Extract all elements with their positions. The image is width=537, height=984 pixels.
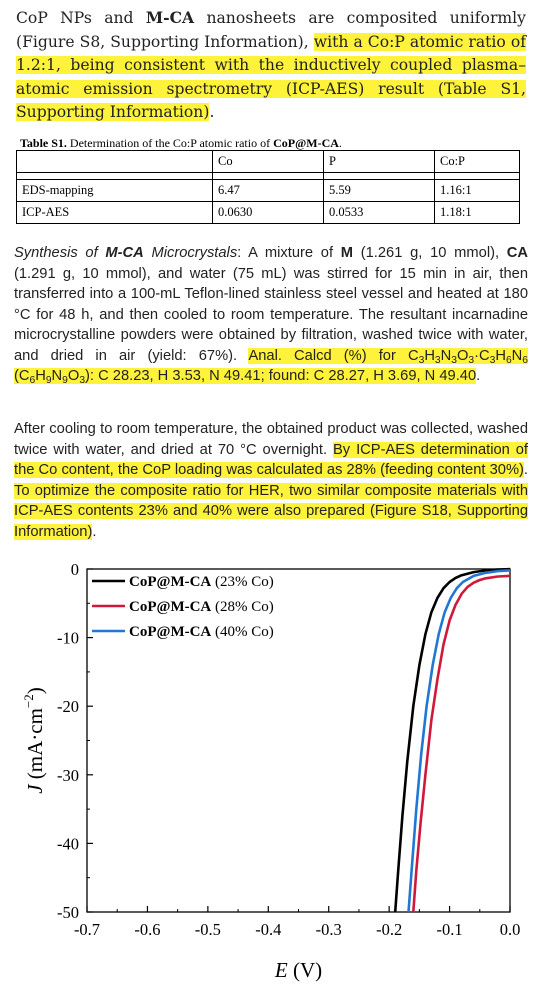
highlighted-text: By ICP-AES determination of the Co content, the CoP loading was calculated as 28% (feeding content 30%) xyxy=(14,441,528,478)
table-cell: ICP-AES xyxy=(17,202,213,224)
x-tick-label: -0.7 xyxy=(73,920,101,939)
table-row xyxy=(17,180,520,202)
section-heading-italic xyxy=(14,245,237,261)
table-cell: EDS-mapping xyxy=(17,180,213,202)
compound-label: M xyxy=(340,245,354,261)
table-cell: 0.0533 xyxy=(324,202,435,224)
y-tick-label: -50 xyxy=(57,903,79,922)
paragraph-synthesis xyxy=(14,243,528,387)
chart-legend xyxy=(92,574,274,640)
table-cell: 1.18:1 xyxy=(435,202,520,224)
highlighted-text: with a Co:P atomic ratio of 1.2:1, being consistent with the inductively coupled plasma–atomic emission spectrometry (ICP-AES) result (Table S1, Supporting Information) xyxy=(16,32,526,121)
table-cell: 0.0630 xyxy=(213,202,324,224)
x-tick-label: -0.1 xyxy=(436,920,463,939)
table-caption-end: . xyxy=(338,136,342,150)
text-span: (1.291 g, 10 mmol), and water (75 mL) was stirred for 15 min in air, then transferred into a 100-mL Teflon-lined stainless steel vessel and heated at 180 °C for 48 h, and then cooled to room temperature. The resultant incarnadine microcrystalline powders were obtained by filtration, washed twice with water, and dried in air (yield: 67%). xyxy=(14,265,528,364)
chart-series xyxy=(395,569,510,912)
compound-label: CA xyxy=(506,245,529,261)
table-cell: 6.47 xyxy=(213,180,324,202)
y-tick-label: -20 xyxy=(57,697,79,717)
polarization-chart xyxy=(0,555,537,984)
table-header-row xyxy=(17,151,520,173)
legend-label-3: CoP@M-CA (40% Co) xyxy=(129,624,274,640)
x-tick-label: -0.4 xyxy=(255,920,282,939)
paragraph-intro xyxy=(16,6,526,125)
x-tick-label: 0.0 xyxy=(499,920,521,939)
x-axis-label: E (V) xyxy=(274,958,323,982)
plot-frame xyxy=(87,569,510,912)
text-span: (1.261 g, 10 mmol), xyxy=(353,245,507,261)
paragraph-loading xyxy=(14,419,528,542)
y-tick-label: 0 xyxy=(70,560,79,579)
table-header-cell xyxy=(17,151,213,173)
legend-label-2: CoP@M-CA (28% Co) xyxy=(129,599,274,615)
y-axis-label: J $(mA\cdot cm^{-2})$ xyxy=(21,687,47,794)
legend-label-1: CoP@M-CA (23% Co) xyxy=(129,574,274,590)
table-spacer-row xyxy=(17,173,520,180)
y-tick-label: -10 xyxy=(57,628,79,648)
text-span: . xyxy=(209,103,215,121)
x-tick-label: -0.3 xyxy=(315,920,342,939)
data-table xyxy=(16,150,520,224)
text-span: nanosheets are composited uniformly (Figure S8, Supporting Information), xyxy=(16,9,526,51)
x-tick-label: -0.6 xyxy=(134,920,161,939)
text-span: : A mixture of xyxy=(237,245,341,261)
table-row xyxy=(17,202,520,224)
table-cell: 1.16:1 xyxy=(435,180,520,202)
x-tick-label: -0.2 xyxy=(376,920,403,939)
compound-label: M-CA xyxy=(105,245,144,261)
table-header-cell: Co xyxy=(213,151,324,173)
text-span: . xyxy=(523,462,528,478)
table-caption xyxy=(20,136,520,151)
y-tick-label: -30 xyxy=(57,765,79,785)
table-caption-label: Table S1. xyxy=(20,136,67,150)
highlighted-text: Anal. Calcd (%) for $C_3H_3N_3O_3\cdot C_3H_6N_6$ $(C_6H_9N_9O_3)$: C 28.23, H 3.53, N 49.41; found: C 28.27, H 3.69, N 49.40 xyxy=(14,347,528,386)
text-span: Microcrystals xyxy=(143,245,238,261)
table-header-cell: Co:P xyxy=(435,151,520,173)
highlighted-text: To optimize the composite ratio for HER, two similar composite materials with ICP-AES contents 23% and 40% were also prepared (Figure S18, Supporting Information) xyxy=(14,482,528,540)
text-span: CoP NPs and xyxy=(16,9,146,27)
table-caption-compound: CoP@M-CA xyxy=(273,136,339,150)
table-header-cell: P xyxy=(324,151,435,173)
y-tick-label: -40 xyxy=(57,834,79,854)
text-span: . xyxy=(92,523,97,540)
x-tick-label: -0.5 xyxy=(194,920,221,939)
text-span: Synthesis of xyxy=(14,245,106,261)
series-line-3 xyxy=(409,570,511,912)
text-span: After cooling to room temperature, the obtained product was collected, washed twice with water, and dried at 70 °C overnight. xyxy=(14,421,528,458)
table-caption-text: Determination of the Co:P atomic ratio of xyxy=(66,136,274,150)
compound-label: M-CA xyxy=(145,8,195,27)
text-span: . xyxy=(476,368,481,384)
table-cell: 5.59 xyxy=(324,180,435,202)
